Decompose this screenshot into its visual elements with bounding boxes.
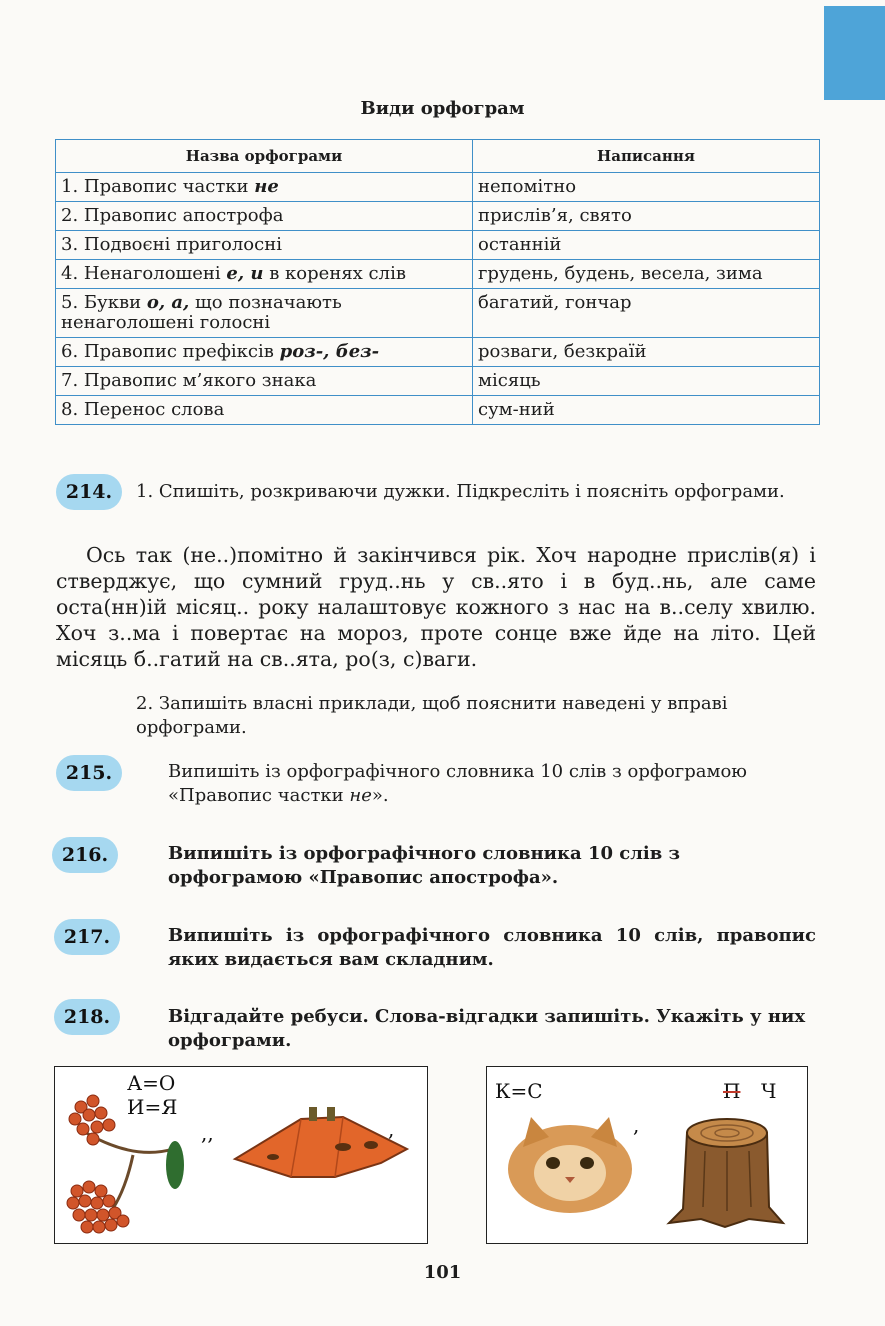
row-number: 3. bbox=[61, 234, 79, 255]
cat-icon bbox=[503, 1107, 640, 1217]
exercise-215-badge: 215. bbox=[56, 755, 122, 791]
row-number: 5. bbox=[61, 292, 79, 313]
exercise-215-text-b: не bbox=[349, 785, 372, 806]
orthogram-name-text: Правопис м’якого знака bbox=[83, 370, 317, 391]
exercise-214-text: Ось так (не..)помітно й закінчився рік. Хоч народне прислів(я) і стверджує, що сумний груд..нь у св..ято і в буд..нь, але саме оста(нн)ій місяц.. року налаштовує кожного з нас на в..селу хвилю. Хоч з..ма і повертає на мороз, проте сонце вже йде на літо. Цей місяць б..гатий на св..ята, ро(з, с)ваги. bbox=[56, 543, 816, 671]
orthogram-name-cell bbox=[56, 289, 473, 338]
orthogram-name-italic: е, и bbox=[226, 263, 264, 284]
row-number: 1. bbox=[61, 176, 79, 197]
exercise-214-task2: 2. Запишіть власні приклади, щоб пояснити наведені у вправі орфограми. bbox=[136, 693, 728, 738]
stump-icon bbox=[665, 1111, 797, 1231]
table-body bbox=[56, 173, 820, 425]
spelling-example-cell: сум-ний bbox=[473, 396, 820, 425]
corner-tab bbox=[824, 6, 885, 100]
orthogram-name-cell bbox=[56, 202, 473, 231]
table-row bbox=[56, 338, 820, 367]
spelling-example-cell: непомітно bbox=[473, 173, 820, 202]
rebus-2-letter: Ч bbox=[761, 1079, 777, 1103]
rebus-1-line1: А=О bbox=[127, 1071, 176, 1095]
orthogram-name-text: Правопис апострофа bbox=[83, 205, 284, 226]
spelling-example-cell: багатий, гончар bbox=[473, 289, 820, 338]
orthogram-table bbox=[55, 139, 820, 425]
table-row bbox=[56, 367, 820, 396]
orthogram-name-cell bbox=[56, 396, 473, 425]
rebus-2-comma: , bbox=[633, 1113, 640, 1137]
orthogram-name-cell bbox=[56, 338, 473, 367]
rowan-berries-icon bbox=[63, 1091, 203, 1239]
table-title: Види орфограм bbox=[360, 98, 525, 119]
spelling-example-cell: грудень, будень, весела, зима bbox=[473, 260, 820, 289]
exercise-214-task1: 1. Спишіть, розкриваючи дужки. Підкресліть і поясніть орфограми. bbox=[136, 481, 785, 502]
orthogram-name-italic: о, а, bbox=[146, 292, 190, 313]
orthogram-name-cell bbox=[56, 173, 473, 202]
header-name: Назва орфограми bbox=[56, 140, 473, 173]
rebus-1-comma1: ,, bbox=[201, 1121, 214, 1145]
orthogram-name-text: Букви bbox=[83, 292, 147, 313]
orthogram-name-text: Перенос слова bbox=[83, 399, 225, 420]
page-number: 101 bbox=[423, 1262, 462, 1283]
exercise-218-badge: 218. bbox=[54, 999, 120, 1035]
exercise-215-text-a: Випишіть із орфографічного словника 10 слів з орфограмою «Правопис частки bbox=[168, 761, 747, 806]
exercise-217-badge: 217. bbox=[54, 919, 120, 955]
orthogram-name-text: Подвоєні приголосні bbox=[83, 234, 282, 255]
row-number: 7. bbox=[61, 370, 79, 391]
orthogram-name-text: Правопис частки bbox=[83, 176, 255, 197]
row-number: 8. bbox=[61, 399, 79, 420]
orthogram-name-italic: роз-, без- bbox=[279, 341, 380, 362]
spelling-example-cell: останній bbox=[473, 231, 820, 260]
rebus-1-comma2: , bbox=[388, 1117, 395, 1141]
rebus-1 bbox=[54, 1066, 428, 1244]
table-row bbox=[56, 289, 820, 338]
exercise-215-text bbox=[168, 760, 816, 808]
spelling-example-cell: місяць bbox=[473, 367, 820, 396]
table-row bbox=[56, 396, 820, 425]
exercise-218-text: Відгадайте ребуси. Слова-відгадки запишіть. Укажіть у них орфограми. bbox=[168, 1006, 806, 1051]
spelling-example-cell: прислів’я, свято bbox=[473, 202, 820, 231]
roof-icon bbox=[231, 1103, 411, 1183]
orthogram-name-cell bbox=[56, 260, 473, 289]
table-header-row bbox=[56, 140, 820, 173]
table-row bbox=[56, 231, 820, 260]
rebus-1-line2: И=Я bbox=[127, 1095, 178, 1119]
rebus-2 bbox=[486, 1066, 808, 1244]
orthogram-name-text: що позначають ненаголошені голосні bbox=[61, 292, 342, 333]
orthogram-name-italic: не bbox=[254, 176, 279, 197]
row-number: 2. bbox=[61, 205, 79, 226]
exercise-217-text: Випишіть із орфографічного словника 10 слів, правопис яких видається вам складним. bbox=[168, 925, 816, 970]
table-row bbox=[56, 202, 820, 231]
row-number: 6. bbox=[61, 341, 79, 362]
rebus-2-line1: К=С bbox=[495, 1079, 543, 1103]
table-row bbox=[56, 260, 820, 289]
orthogram-name-text: в коренях слів bbox=[263, 263, 406, 284]
exercise-214-badge: 214. bbox=[56, 474, 122, 510]
orthogram-name-text: Правопис префіксів bbox=[83, 341, 280, 362]
spelling-example-cell: розваги, безкраїй bbox=[473, 338, 820, 367]
rebus-2-strike: П bbox=[723, 1079, 741, 1103]
exercise-216-badge: 216. bbox=[52, 837, 118, 873]
table-row bbox=[56, 173, 820, 202]
orthogram-name-text: Ненаголошені bbox=[83, 263, 227, 284]
exercise-215-text-c: ». bbox=[371, 785, 389, 806]
orthogram-name-cell bbox=[56, 367, 473, 396]
orthogram-name-cell bbox=[56, 231, 473, 260]
row-number: 4. bbox=[61, 263, 79, 284]
exercise-216-text: Випишіть із орфографічного словника 10 слів з орфограмою «Правопис апострофа». bbox=[168, 843, 681, 888]
header-spelling: Написання bbox=[473, 140, 820, 173]
